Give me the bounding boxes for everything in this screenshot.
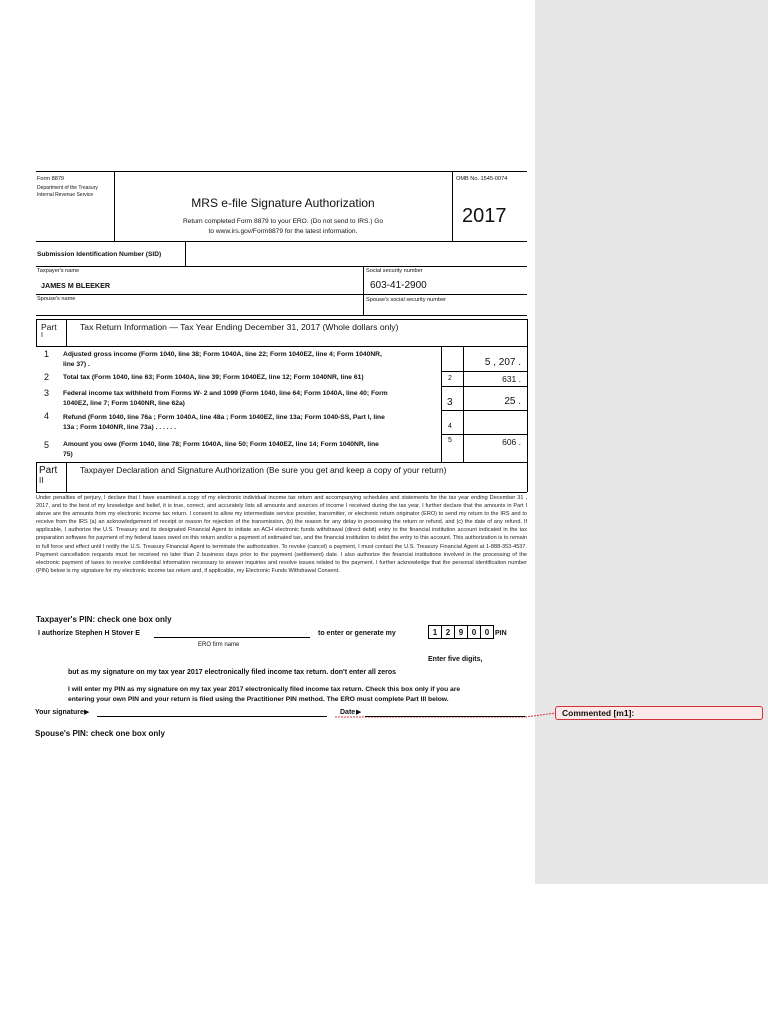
date-field[interactable] (365, 716, 525, 717)
department-line: Department of the Treasury (37, 185, 98, 191)
ssn-value: 603-41-2900 (370, 280, 427, 291)
signature-note: but as my signature on my tax year 2017 electronically filed income tax return. don't enter all zeros (68, 669, 397, 676)
spouse-name-label: Spouse's name (37, 296, 76, 302)
part-1-title: Tax Return Information — Tax Year Ending December 31, 2017 (Whole dollars only) (80, 322, 399, 332)
pin-label: PIN (495, 630, 507, 637)
taxpayer-name-label: Taxpayer's name (37, 268, 80, 274)
your-signature-label: Your signature (35, 709, 84, 716)
line-5-box: 5 (448, 437, 452, 444)
your-signature-field[interactable] (97, 716, 327, 717)
tax-year: 2017 (462, 205, 507, 227)
line-1-number: 1 (44, 349, 50, 359)
date-arrow-icon: ▶ (356, 709, 362, 716)
to-enter-text: to enter or generate my (318, 630, 396, 637)
spouse-pin-heading: Spouse's PIN: check one box only (35, 729, 165, 738)
form-number: Form 8879 (37, 176, 65, 182)
line-3-number: 3 (44, 388, 50, 398)
line-2-value: 631 . (502, 374, 521, 384)
line-3-box: 3 (447, 397, 453, 408)
line-2-number: 2 (44, 372, 50, 382)
line-1-text: Adjusted gross income (Form 1040, line 38; Form 1040A, line 22; Form 1040EZ, line 4; Form 1040NR, line 37) . (63, 351, 382, 368)
declaration-text: Under penalties of perjury, I declare that I have examined a copy of my electronic individual income tax return and accompanying schedules and statements for the tax year ending December 31 , 2017, and to the best of my knowledge and belief, it is true, correct, and accurately lists all amounts and sources of income I received during the tax year. I further declare that the amounts in Part I above are the amounts from my electronic income tax return. I consent to allow my intermediate service provider, transmitter, or electronic return originator (ERO) to send my return to the IRS and to receive from the IRS (a) an acknowledgement of receipt or reason for rejection of the transmission, (b) the reason for any delay in processing the return or refund, and (c) the date of any refund. If applicable, I authorize the U.S. Treasury and its designated Financial Agent to initiate an ACH electronic funds withdrawal (direct debit) entry to the financial institution account indicated in the tax preparation software for payment of my federal taxes owed on this return and/or a payment of estimated tax, and the financial institution to debit the entry to this account. This authorization is to remain in full force and effect until I notify the U.S. Treasury Financial Agent to terminate the authorization. To revoke (cancel) a payment, I must contact the U.S. Treasury Financial Agent at 1-888-353-4537. Payment cancellation requests must be received no later than 2 business days prior to the payment (settlement) date. I also authorize the financial institutions involved in the processing of the electronic payment of taxes to receive confidential information necessary to answer inquiries and resolve issues related to the payment. I further acknowledge that the personal identification number (PIN) below is my signature for my electronic income tax return and, if applicable, my Electronic Funds Withdrawal Consent. (36, 495, 527, 574)
pin-digit-5[interactable]: 0 (480, 625, 494, 639)
comment-pane (535, 0, 768, 884)
comment-label: Commented [m1]: (562, 708, 635, 718)
authorize-text: I authorize Stephen H Stover E (38, 630, 140, 637)
omb-number: OMB No. 1545-0074 (456, 176, 508, 182)
line-5-number: 5 (44, 440, 50, 450)
ero-firm-name-field[interactable] (154, 637, 310, 638)
comment-connector (335, 712, 557, 718)
sid-label: Submission Identification Number (SID) (37, 251, 162, 258)
line-2-text: Total tax (Form 1040, line 63; Form 1040A, line 39; Form 1040EZ, line 12; Form 1040NR, line 61) (63, 374, 364, 381)
agency-line: Internal Revenue Service (37, 192, 94, 198)
line-3-value: 25 . (504, 396, 521, 407)
line-3-text: Federal income tax withheld from Forms W- 2 and 1099 (Form 1040, line 64; Form 1040A, line 40; Form 1040EZ, line 7; Form 1040NR, line 62a) (63, 390, 388, 407)
pin-digit-2[interactable]: 2 (441, 625, 455, 639)
line-4-text: Refund (Form 1040, line 76a ; Form 1040A, line 48a ; Form 1040EZ, line 13a; Form 1040-SS, Part I, line 13a ; Form 1040NR, line 73a) . . . . . . (63, 414, 385, 431)
instructions-line-1: Return completed Form 8879 to your ERO. (Do not send to IRS.) Go (182, 218, 384, 225)
signature-arrow-icon: ▶ (84, 709, 90, 716)
pin-digit-4[interactable]: 0 (467, 625, 481, 639)
line-1-value: 5 , 207 . (484, 357, 521, 368)
line-4-number: 4 (44, 411, 50, 421)
enter-five-digits: Enter five digits, (428, 656, 483, 663)
date-label: Date (340, 709, 356, 716)
self-pin-option[interactable]: I will enter my PIN as my signature on my tax year 2017 electronically filed income tax return. Check this box only if you are entering your own PIN and your return is filed using the Practitioner PIN method. The ERO must complete Part III below. (68, 686, 461, 703)
part-1-label: Part I (41, 322, 57, 339)
line-5-text: Amount you owe (Form 1040, line 78; Form 1040A, line 50; Form 1040EZ, line 14; Form 1040NR, line 75) (63, 441, 379, 458)
comment-balloon[interactable] (555, 706, 763, 720)
pin-digit-1[interactable]: 1 (428, 625, 442, 639)
taxpayer-name-value: JAMES M BLEEKER (41, 281, 111, 290)
part-2-title: Taxpayer Declaration and Signature Authorization (Be sure you get and keep a copy of your return) (80, 465, 447, 475)
ero-firm-label: ERO firm name (198, 642, 240, 648)
spouse-ssn-label: Spouse's social security number (366, 297, 447, 303)
form-title: MRS e-file Signature Authorization (191, 196, 375, 210)
line-5-value: 606 . (502, 437, 521, 447)
part-2-label: Part II (39, 465, 58, 485)
taxpayer-pin-heading: Taxpayer's PIN: check one box only (36, 615, 172, 624)
ssn-label: Social security number (366, 268, 423, 274)
line-2-box: 2 (448, 375, 452, 382)
line-4-box: 4 (448, 423, 452, 430)
instructions-line-2: to www.irs.gov/Form8879 for the latest information. (208, 228, 358, 235)
pin-digit-3[interactable]: 9 (454, 625, 468, 639)
